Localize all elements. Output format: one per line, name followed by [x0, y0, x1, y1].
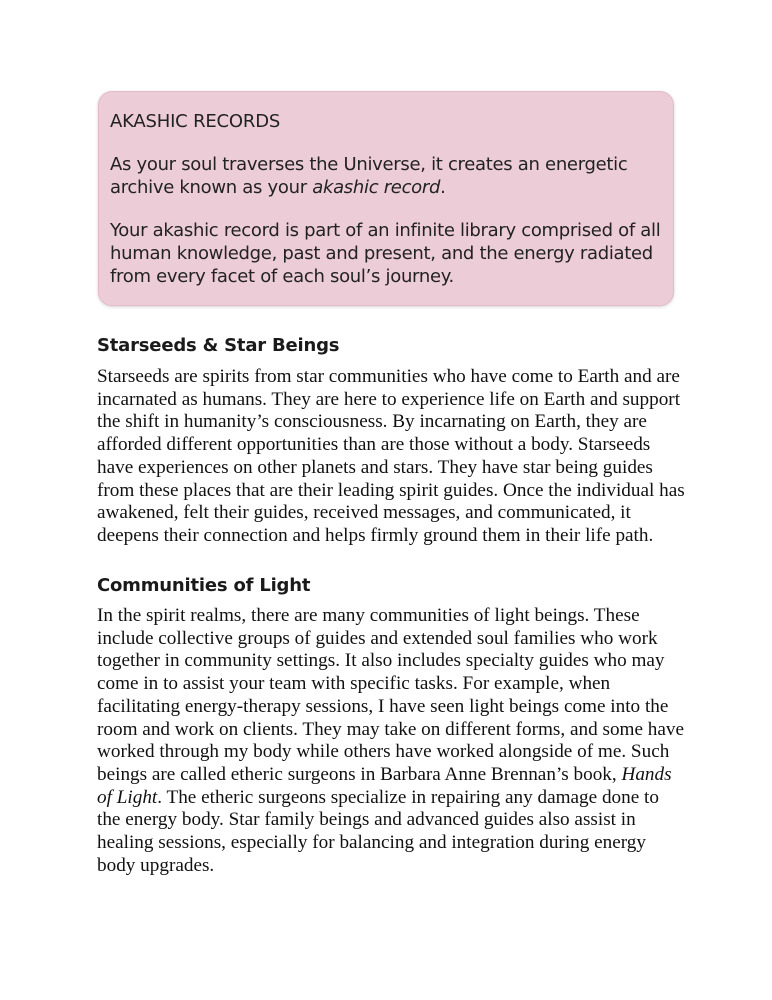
section-body-communities-text: In the spirit realms, there are many communities of light beings. These include collective groups of guides and extended soul families who work together in community settings. It also includes specialty guides who may come in to assist your team with specific tasks. For example, when facilitating energy-therapy sessions, I have seen light beings come into the room and work on clients. They may take on different forms, and some have worked through my body while others have worked alongside of me. Such beings are called etheric surgeons in Barbara Anne Brennan’s book,	[97, 605, 685, 785]
section-body-communities	[97, 605, 687, 877]
sidebar-paragraph-1-italic: akashic record	[312, 177, 441, 198]
sidebar-title: AKASHIC RECORDS	[110, 111, 281, 132]
sidebar-paragraph-1-text: As your soul traverses the Universe, it creates an energetic archive known as your	[110, 154, 628, 198]
sidebar-paragraph-2: Your akashic record is part of an infinite library comprised of all human knowledge, past and present, and the energy radiated from every facet of each soul’s journey.	[110, 220, 661, 287]
section-heading-communities: Communities of Light	[97, 575, 311, 596]
section-heading-starseeds: Starseeds & Star Beings	[97, 335, 340, 356]
section-body-starseeds: Starseeds are spirits from star communities who have come to Earth and are incarnated as humans. They are here to experience life on Earth and support the shift in humanity’s consciousness. By incarnating on Earth, they are afforded different opportunities than are those without a body. Starseeds have experiences on other planets and stars. They have star being guides from these places that are their leading spirit guides. Once the individual has awakened, felt their guides, received messages, and communicated, it deepens their connection and helps firmly ground them in their life path.	[97, 366, 685, 546]
akashic-records-sidebar	[98, 91, 674, 306]
book-title-italic: Hands of Light	[97, 763, 672, 808]
sidebar-paragraph-1	[110, 153, 661, 199]
section-body-communities-end: . The etheric surgeons specialize in repairing any damage done to the energy body. Star family beings and advanced guides also assist in healing sessions, especially for balancing and integration during energy body upgrades.	[97, 786, 659, 876]
sidebar-paragraph-1-end: .	[440, 177, 446, 198]
